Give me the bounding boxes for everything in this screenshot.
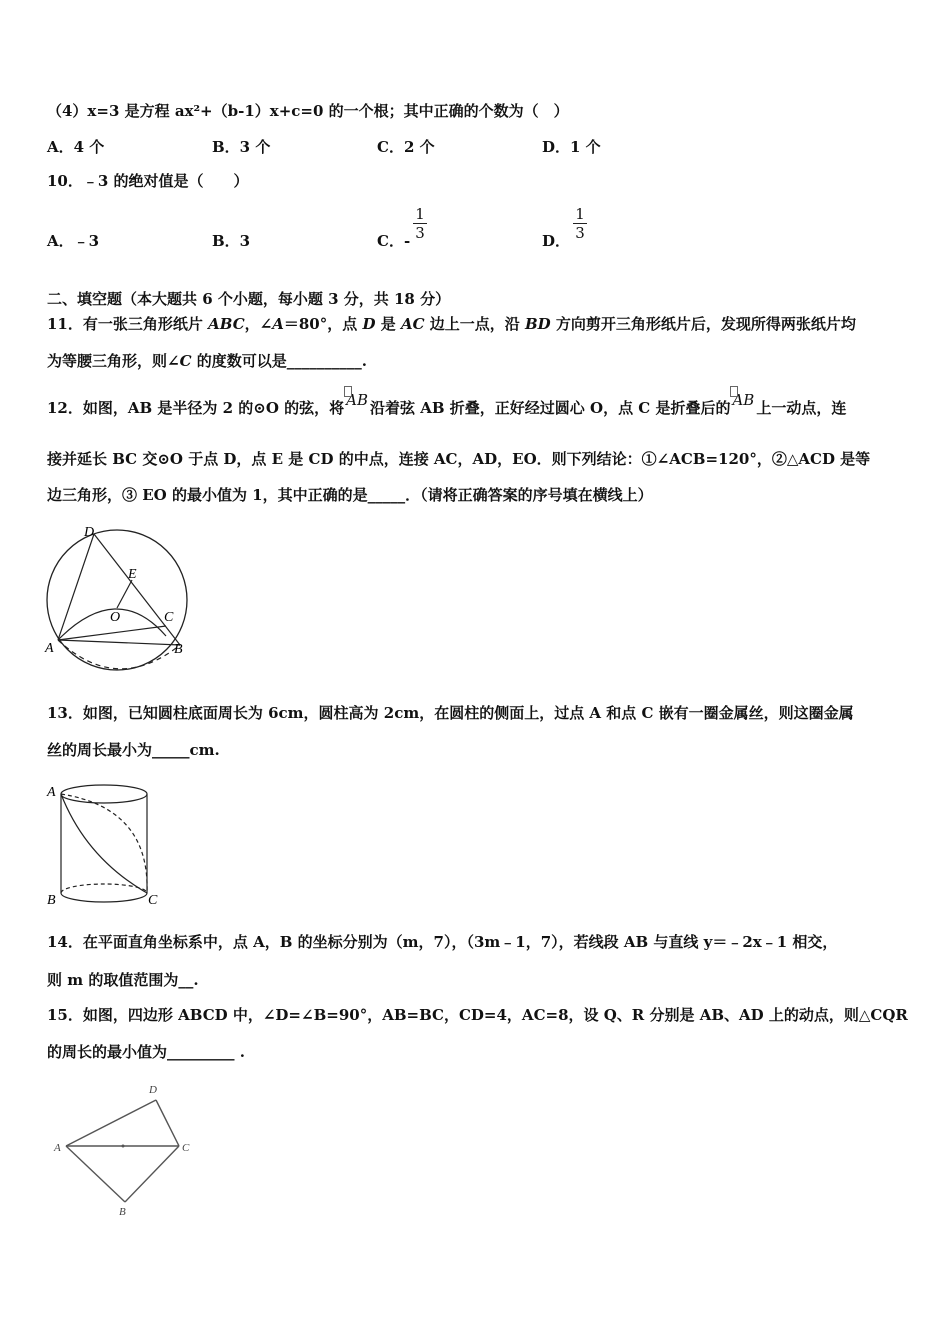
q15-quadrilateral-figure	[45, 1080, 215, 1220]
q12-line-1: 12．如图，AB 是半径为 2 的⊙O 的弦，将 AB 沿着弦 AB 折叠，正好经过圆心 O，点 C 是折叠后的 AB 上一动点，连	[47, 398, 846, 418]
label-a: A	[47, 785, 56, 800]
q11-line-1: 11．有一张三角形纸片 ABC，∠A＝80°，点 D 是 AC 边上一点，沿 BD 方向剪开三角形纸片后，发现所得两张纸片均	[47, 315, 856, 333]
q12-line-3: 边三角形，③ EO 的最小值为 1，其中正确的是_____．（请将正确答案的序号填在横线上）	[47, 486, 653, 504]
q12-circle-figure	[40, 520, 200, 680]
q14-line-1: 14．在平面直角坐标系中，点 A，B 的坐标分别为（m，7），（3m﹣1，7），若线段 AB 与直线 y＝﹣2x﹣1 相交，	[47, 933, 838, 951]
arc-ab-symbol: AB	[732, 390, 754, 410]
q9-option-b: B．3 个	[212, 138, 271, 156]
q10-options	[47, 230, 847, 250]
label-a: A	[54, 1142, 61, 1154]
section-2-title: 二、填空题（本大题共 6 个小题，每小题 3 分，共 18 分）	[47, 290, 451, 308]
q10-stem: 10．﹣3 的绝对值是（ ）	[47, 172, 249, 190]
label-o: O	[110, 610, 121, 625]
q9-statement-4: （4）x=3 是方程 ax²+（b-1）x+c=0 的一个根；其中正确的个数为（ ）	[47, 102, 569, 120]
q15-line-1: 15．如图，四边形 ABCD 中，∠D=∠B=90°，AB=BC，CD=4，AC=8，设 Q、R 分别是 AB、AD 上的动点，则△CQR	[47, 1006, 908, 1024]
q9-option-d: D．1 个	[542, 138, 601, 156]
q10-option-a: A．﹣3	[47, 232, 100, 250]
label-d: D	[84, 525, 95, 540]
label-d: D	[149, 1084, 157, 1096]
q10-fraction-d: 1 3	[573, 206, 587, 241]
label-e: E	[128, 567, 137, 582]
q9-option-c: C．2 个	[377, 138, 435, 156]
q10-fraction-c: 1 3	[413, 206, 427, 241]
label-b: B	[47, 893, 56, 908]
q9-option-a: A．4 个	[47, 138, 105, 156]
label-c: C	[148, 893, 158, 908]
label-c: C	[182, 1142, 190, 1154]
q10-option-c: C．-	[377, 232, 411, 250]
arc-ab-symbol: AB	[346, 390, 368, 410]
q15-line-2: 的周长的最小值为_________ .	[47, 1043, 245, 1061]
q10-option-d: D．	[542, 232, 571, 250]
label-b: B	[174, 642, 183, 657]
q13-line-1: 13．如图，已知圆柱底面周长为 6cm，圆柱高为 2cm，在圆柱的侧面上，过点 A 和点 C 嵌有一圈金属丝，则这圈金属	[47, 704, 854, 722]
q10-option-b: B．3	[212, 232, 251, 250]
q13-line-2: 丝的周长最小为_____cm.	[47, 741, 220, 759]
label-b: B	[119, 1206, 126, 1218]
label-a: A	[45, 641, 54, 656]
q14-line-2: 则 m 的取值范围为__.	[47, 971, 199, 989]
label-c: C	[164, 610, 174, 625]
q11-line-2: 为等腰三角形，则∠C 的度数可以是__________.	[47, 352, 367, 370]
q12-line-2: 接并延长 BC 交⊙O 于点 D，点 E 是 CD 的中点，连接 AC，AD，EO．则下列结论：①∠ACB=120°，②△ACD 是等	[47, 450, 871, 468]
q9-options	[47, 136, 847, 156]
q13-cylinder-figure	[40, 778, 170, 913]
